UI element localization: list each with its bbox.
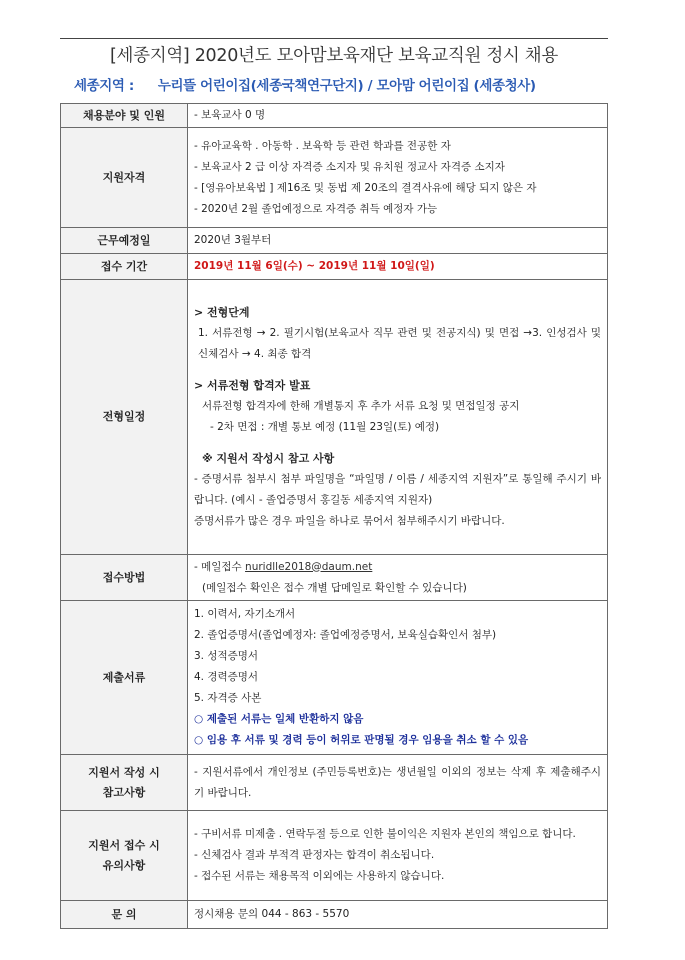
reference-text: - 지원서류에서 개인정보 (주민등록번호)는 생년월일 이외의 정보는 삭제 후 제출해주시기 바랍니다. xyxy=(194,765,601,799)
document-item: 5. 자격증 사본 xyxy=(194,692,262,704)
method-content xyxy=(188,555,608,601)
note-text: 증명서류가 많은 경우 파일을 하나로 묶어서 첨부해주시기 바랍니다. xyxy=(194,515,505,527)
period-label: 접수 기간 xyxy=(61,254,188,280)
reference-label-line: 참고사항 xyxy=(102,785,146,799)
document-item: 1. 이력서, 자기소개서 xyxy=(194,608,296,620)
note-heading: ※ 지원서 작성시 참고 사항 xyxy=(202,452,335,465)
caution-text: - 신체검사 결과 부적격 판정자는 합격이 취소됩니다. xyxy=(194,849,435,861)
qualification-label: 지원자격 xyxy=(61,128,188,228)
announce-line: 서류전형 합격자에 한해 개별통지 후 추가 서류 요청 및 면접일정 공지 xyxy=(202,400,520,412)
method-note: (메일접수 확인은 접수 개별 답메일로 확인할 수 있습니다) xyxy=(202,581,467,594)
note-text: - 증명서류 첨부시 첨부 파일명을 “파일명 / 이름 / 세종지역 지원자”로 통일해 주시기 바랍니다. (예시 - 졸업증명서 홍길동 세종지역 지원자) xyxy=(194,473,601,506)
row-qualification xyxy=(61,128,608,228)
row-period xyxy=(61,254,608,280)
recruitment-notice xyxy=(60,38,608,929)
caution-label xyxy=(61,811,188,901)
announce-heading: > 서류전형 합격자 발표 xyxy=(194,379,311,392)
inquiry-value: 정시채용 문의 044 - 863 - 5570 xyxy=(188,901,608,929)
center-names: 누리뜰 어린이집(세종국책연구단지) / 모아맘 어린이집 (세종청사) xyxy=(157,78,536,94)
period-value: 2019년 11월 6일(수) ~ 2019년 11월 10일(일) xyxy=(188,254,608,280)
qualification-item: - [영유아보육법 ] 제16조 및 동법 제 20조의 결격사유에 해당 되지 않은 자 xyxy=(194,181,537,194)
inquiry-label: 문 의 xyxy=(61,901,188,929)
info-table xyxy=(60,103,608,929)
reference-label-line: 지원서 작성 시 xyxy=(88,765,160,779)
qualification-item: - 보육교사 2 급 이상 자격증 소지자 및 유치원 정교사 자격증 소지자 xyxy=(194,160,505,173)
page-title: [세종지역] 2020년도 모아맘보육재단 보육교직원 정시 채용 xyxy=(60,38,608,73)
row-documents xyxy=(61,601,608,755)
caution-content xyxy=(188,811,608,901)
document-item: 2. 졸업증명서(졸업예정자: 졸업예정증명서, 보육실습확인서 첨부) xyxy=(194,629,497,641)
row-caution xyxy=(61,811,608,901)
field-label: 채용분야 및 인원 xyxy=(61,104,188,128)
row-method xyxy=(61,555,608,601)
row-start xyxy=(61,228,608,254)
qualification-item: - 2020년 2월 졸업예정으로 자격증 취득 예정자 가능 xyxy=(194,202,438,215)
qualification-item: - 유아교육학 . 아동학 . 보육학 등 관련 학과를 전공한 자 xyxy=(194,139,451,152)
reference-label xyxy=(61,755,188,811)
caution-label-line: 지원서 접수 시 xyxy=(88,838,160,852)
row-field xyxy=(61,104,608,128)
document-notice: ○ 임용 후 서류 및 경력 등이 허위로 판명될 경우 임용을 취소 할 수 있음 xyxy=(194,734,529,746)
schedule-content xyxy=(188,280,608,555)
stage-heading: > 전형단계 xyxy=(194,306,250,319)
documents-label: 제출서류 xyxy=(61,601,188,755)
row-reference xyxy=(61,755,608,811)
interview-line: - 2차 면접 : 개별 통보 예정 (11월 23일(토) 예정) xyxy=(210,421,440,433)
row-inquiry xyxy=(61,901,608,929)
qualification-list xyxy=(188,128,608,228)
method-prefix: - 메일접수 xyxy=(194,560,246,573)
start-value: 2020년 3월부터 xyxy=(188,228,608,254)
documents-list xyxy=(188,601,608,755)
document-item: 4. 경력증명서 xyxy=(194,671,259,683)
region-label: 세종지역 : xyxy=(74,78,134,94)
subtitle xyxy=(60,73,608,103)
schedule-label: 전형일정 xyxy=(61,280,188,555)
field-value: - 보육교사 0 명 xyxy=(188,104,608,128)
reference-content xyxy=(188,755,608,811)
email-link[interactable]: nuridlle2018@daum.net xyxy=(245,560,373,573)
caution-text: - 접수된 서류는 채용목적 이외에는 사용하지 않습니다. xyxy=(194,870,445,882)
document-notice: ○ 제출된 서류는 일체 반환하지 않음 xyxy=(194,713,364,725)
caution-label-line: 유의사항 xyxy=(102,858,146,872)
method-label: 접수방법 xyxy=(61,555,188,601)
document-item: 3. 성적증명서 xyxy=(194,650,259,662)
start-label: 근무예정일 xyxy=(61,228,188,254)
row-schedule xyxy=(61,280,608,555)
caution-text: - 구비서류 미제출 . 연락두절 등으로 인한 불이익은 지원자 본인의 책임으로 합니다. xyxy=(194,828,576,840)
stage-text: 1. 서류전형 → 2. 필기시험(보육교사 직무 관련 및 전공지식) 및 면접 →3. 인성검사 및 신체검사 → 4. 최종 합격 xyxy=(198,327,601,360)
